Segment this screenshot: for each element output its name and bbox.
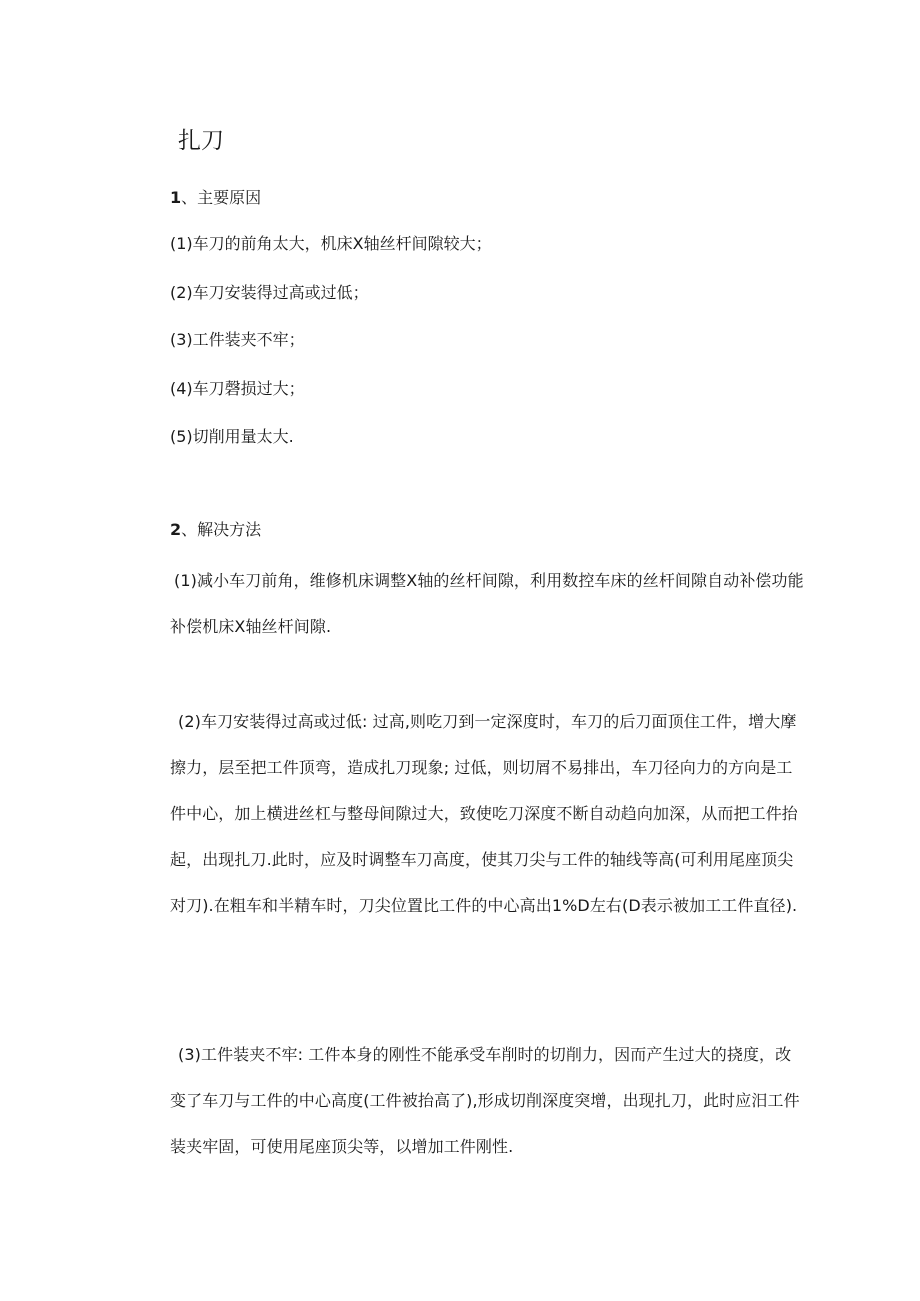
- cause-item-1: (1)车刀的前角太大，机床X轴丝杆间隙较大；: [170, 234, 492, 253]
- cause-item-3: (3)工件装夹不牢；: [170, 330, 305, 349]
- section-heading-text: 、主要原因: [181, 188, 262, 207]
- solution-paragraph-3: (3)工件装夹不牢: 工件本身的刚性不能承受车削时的切削力，因而产生过大的挠度，改变了车刀与工件的中心高度(工件被抬高了),形成切削深度突增，出现扎刀，此时应汨工件装夹牢固，可使用尾座顶尖等，以增加工件刚性.: [170, 1045, 800, 1156]
- solution-paragraph-2: (2)车刀安装得过高或过低: 过高,则吃刀到一定深度时，车刀的后刀面顶住工件，增大摩擦力，层至把工件顶弯，造成扎刀现象; 过低，则切屑不易排出，车刀径向力的方向是工件中心，加上横进丝杠与整母间隙过大，致使吃刀深度不断自动趋向加深，从而把工件抬起，出现扎刀.此时，应及时调整车刀高度，使其刀尖与工件的轴线等高(可利用尾座顶尖对刀).在粗车和半精车时，刀尖位置比工件的中心高出1%D左右(D表示被加工工件直径).: [170, 712, 798, 915]
- section-number: 2: [170, 520, 182, 539]
- cause-item-5: (5)切削用量太大.: [170, 427, 294, 446]
- cause-item-2: (2)车刀安装得过高或过低；: [170, 283, 369, 302]
- page-title: 扎刀: [178, 128, 224, 154]
- solution-paragraph-1: (1)减小车刀前角，维修机床调整X轴的丝杆间隙，利用数控车床的丝杆间隙自动补偿功能补偿机床X轴丝杆间隙.: [170, 571, 804, 636]
- section-heading-text: 、解决方法: [181, 520, 262, 539]
- cause-item-4: (4)车刀磬损过大；: [170, 379, 305, 398]
- section-heading-causes: [170, 186, 261, 210]
- section-number: 1: [170, 188, 182, 207]
- section-heading-solutions: [170, 518, 261, 542]
